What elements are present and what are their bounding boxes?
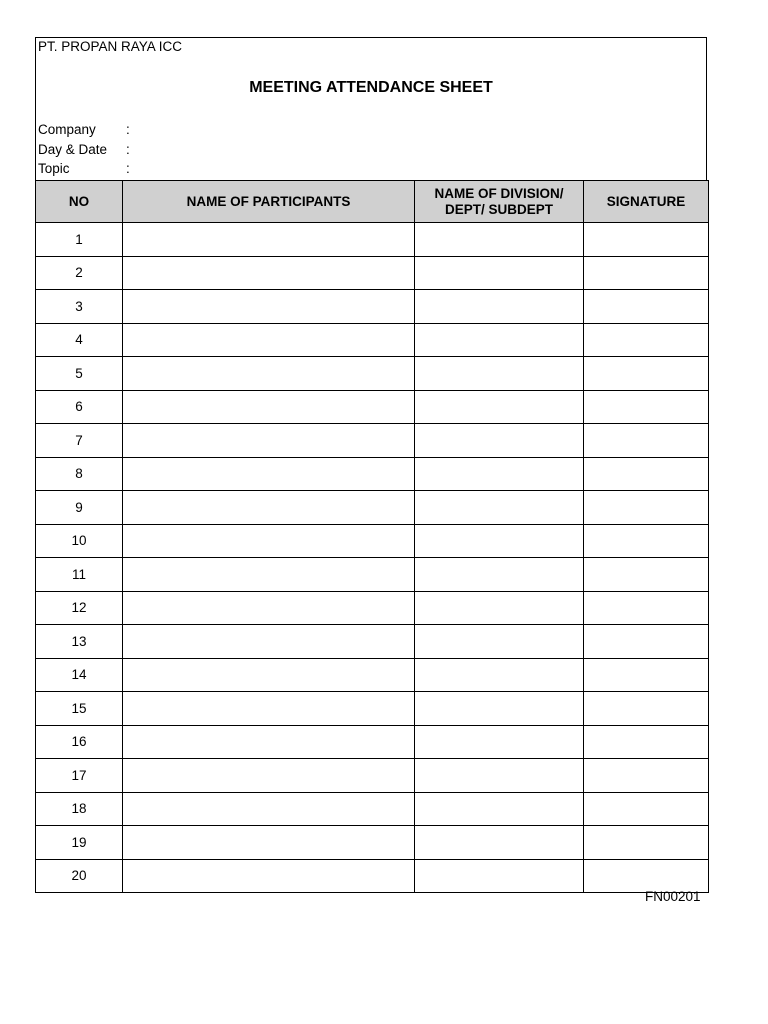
signature-cell[interactable] <box>584 390 709 424</box>
table-row <box>36 725 709 759</box>
participant-name-cell[interactable] <box>123 290 415 324</box>
sheet-header-box <box>35 37 707 180</box>
col-header-no: NO <box>36 181 123 223</box>
signature-cell[interactable] <box>584 290 709 324</box>
table-row <box>36 256 709 290</box>
participant-name-cell[interactable] <box>123 792 415 826</box>
division-cell[interactable] <box>415 491 584 525</box>
page-title: MEETING ATTENDANCE SHEET <box>249 79 493 96</box>
signature-cell[interactable] <box>584 524 709 558</box>
topic-label: Topic <box>38 161 70 176</box>
division-cell[interactable] <box>415 558 584 592</box>
participant-name-cell[interactable] <box>123 725 415 759</box>
participant-name-cell[interactable] <box>123 457 415 491</box>
topic-colon: : <box>126 161 130 176</box>
division-cell[interactable] <box>415 256 584 290</box>
row-number: 20 <box>36 859 123 893</box>
division-cell[interactable] <box>415 357 584 391</box>
division-cell[interactable] <box>415 759 584 793</box>
row-number: 19 <box>36 826 123 860</box>
division-cell[interactable] <box>415 223 584 257</box>
signature-cell[interactable] <box>584 323 709 357</box>
division-cell[interactable] <box>415 524 584 558</box>
topic-field <box>38 161 130 176</box>
division-cell[interactable] <box>415 658 584 692</box>
signature-cell[interactable] <box>584 692 709 726</box>
division-cell[interactable] <box>415 692 584 726</box>
table-row <box>36 826 709 860</box>
division-cell[interactable] <box>415 725 584 759</box>
row-number: 12 <box>36 591 123 625</box>
participant-name-cell[interactable] <box>123 390 415 424</box>
row-number: 15 <box>36 692 123 726</box>
table-row <box>36 625 709 659</box>
participant-name-cell[interactable] <box>123 256 415 290</box>
division-cell[interactable] <box>415 323 584 357</box>
table-row <box>36 457 709 491</box>
table-row <box>36 524 709 558</box>
table-row <box>36 658 709 692</box>
division-cell[interactable] <box>415 424 584 458</box>
row-number: 16 <box>36 725 123 759</box>
signature-cell[interactable] <box>584 725 709 759</box>
division-cell[interactable] <box>415 792 584 826</box>
signature-cell[interactable] <box>584 457 709 491</box>
signature-cell[interactable] <box>584 424 709 458</box>
row-number: 3 <box>36 290 123 324</box>
signature-cell[interactable] <box>584 357 709 391</box>
company-colon: : <box>126 122 130 137</box>
table-row <box>36 591 709 625</box>
company-field <box>38 122 130 137</box>
row-number: 5 <box>36 357 123 391</box>
participant-name-cell[interactable] <box>123 558 415 592</box>
participant-name-cell[interactable] <box>123 859 415 893</box>
day-date-label: Day & Date <box>38 142 108 157</box>
attendance-table <box>35 180 709 893</box>
company-label: Company <box>38 122 96 137</box>
row-number: 4 <box>36 323 123 357</box>
participant-name-cell[interactable] <box>123 424 415 458</box>
row-number: 2 <box>36 256 123 290</box>
table-row <box>36 859 709 893</box>
signature-cell[interactable] <box>584 625 709 659</box>
table-header-row <box>36 181 709 223</box>
row-number: 17 <box>36 759 123 793</box>
signature-cell[interactable] <box>584 658 709 692</box>
row-number: 1 <box>36 223 123 257</box>
row-number: 9 <box>36 491 123 525</box>
table-row <box>36 323 709 357</box>
row-number: 6 <box>36 390 123 424</box>
table-row <box>36 390 709 424</box>
table-row <box>36 424 709 458</box>
table-row <box>36 558 709 592</box>
table-row <box>36 792 709 826</box>
row-number: 10 <box>36 524 123 558</box>
participant-name-cell[interactable] <box>123 223 415 257</box>
row-number: 11 <box>36 558 123 592</box>
row-number: 8 <box>36 457 123 491</box>
signature-cell[interactable] <box>584 256 709 290</box>
signature-cell[interactable] <box>584 759 709 793</box>
col-header-participants: NAME OF PARTICIPANTS <box>123 181 415 223</box>
participant-name-cell[interactable] <box>123 524 415 558</box>
row-number: 14 <box>36 658 123 692</box>
day-date-field <box>38 142 130 157</box>
participant-name-cell[interactable] <box>123 323 415 357</box>
participant-name-cell[interactable] <box>123 491 415 525</box>
signature-cell[interactable] <box>584 792 709 826</box>
division-cell[interactable] <box>415 390 584 424</box>
participant-name-cell[interactable] <box>123 357 415 391</box>
participant-name-cell[interactable] <box>123 658 415 692</box>
participant-name-cell[interactable] <box>123 759 415 793</box>
division-cell[interactable] <box>415 826 584 860</box>
day-date-colon: : <box>126 142 130 157</box>
division-cell[interactable] <box>415 290 584 324</box>
company-name: PT. PROPAN RAYA ICC <box>38 39 183 54</box>
row-number: 7 <box>36 424 123 458</box>
form-code: FN00201 <box>645 889 701 904</box>
row-number: 18 <box>36 792 123 826</box>
table-row <box>36 223 709 257</box>
row-number: 13 <box>36 625 123 659</box>
signature-cell[interactable] <box>584 591 709 625</box>
signature-cell[interactable] <box>584 491 709 525</box>
signature-cell[interactable] <box>584 826 709 860</box>
col-header-signature: SIGNATURE <box>584 181 709 223</box>
participant-name-cell[interactable] <box>123 591 415 625</box>
signature-cell[interactable] <box>584 558 709 592</box>
table-row <box>36 290 709 324</box>
division-cell[interactable] <box>415 591 584 625</box>
signature-cell[interactable] <box>584 223 709 257</box>
division-cell[interactable] <box>415 859 584 893</box>
table-row <box>36 491 709 525</box>
division-cell[interactable] <box>415 625 584 659</box>
col-header-division: NAME OF DIVISION/ DEPT/ SUBDEPT <box>415 181 584 223</box>
participant-name-cell[interactable] <box>123 826 415 860</box>
table-row <box>36 759 709 793</box>
table-row <box>36 357 709 391</box>
division-cell[interactable] <box>415 457 584 491</box>
signature-cell[interactable] <box>584 859 709 893</box>
participant-name-cell[interactable] <box>123 625 415 659</box>
participant-name-cell[interactable] <box>123 692 415 726</box>
table-row <box>36 692 709 726</box>
